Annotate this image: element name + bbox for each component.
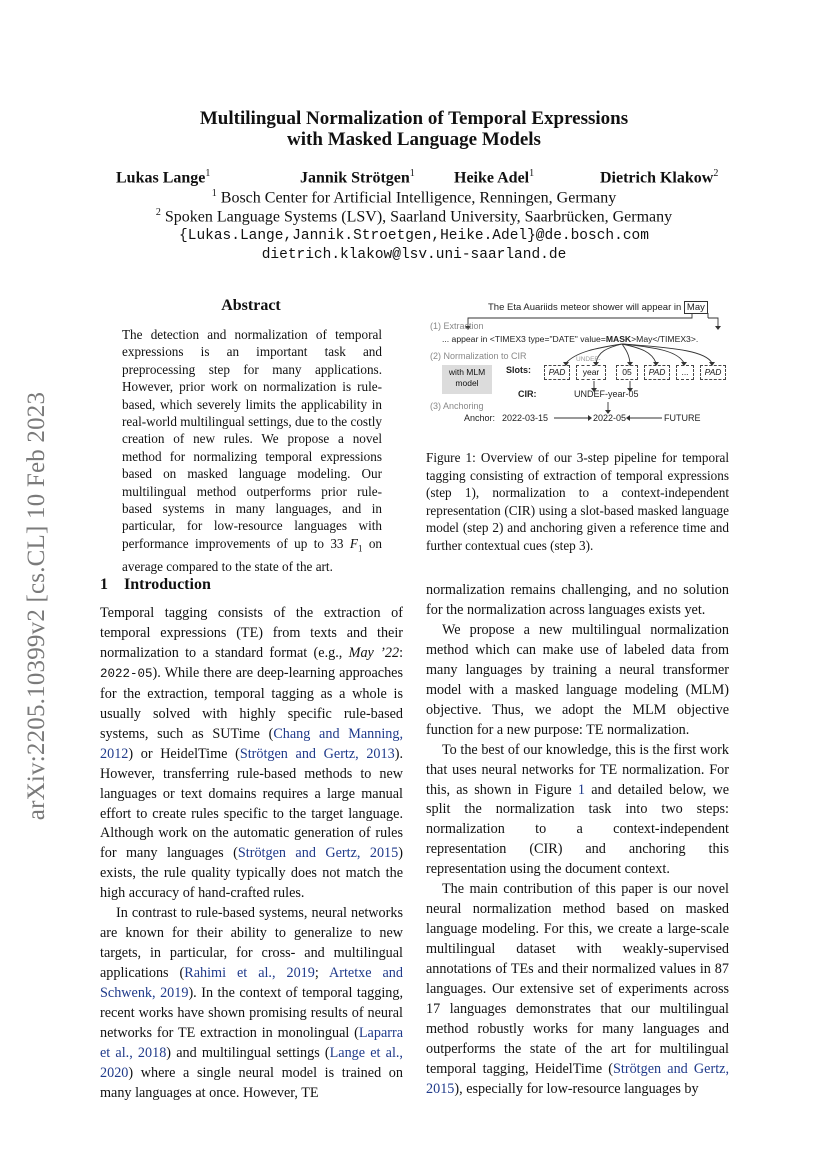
figure-slots-label: Slots: bbox=[506, 365, 532, 375]
figure-slot-3: 05 bbox=[616, 365, 638, 380]
abstract-text: The detection and normalization of temporal expressions is an important task and preprocessing step for many applications. However, prior work on normalization is rule-based, which severely limits the applicability in real-world multilingual settings, due to the costly creation of new rules. We propose a novel method for normalizing temporal expressions based on masked language modeling. Our multilingual method outperforms prior rule-based systems in many languages, and in particular, for low-resource languages with performance improvements of up to 33 $F_1$ on average compared to the state of the art. bbox=[122, 327, 383, 574]
figure-sentence: The Eta Auariids meteor shower will appear in May bbox=[488, 302, 708, 313]
left-paragraph: Temporal tagging consists of the extraction of temporal expressions (TE) from texts and their normalization to a standard format (e.g., May ’22: 2022-05). While there are deep-learning approaches for the extraction, temporal tagging as a whole is usually solved with highly specific rule-based systems, such as SUTime (Chang and Manning, 2012) or HeidelTime (Strötgen and Gertz, 2013). However, transferring rule-based methods to new languages or text domains requires a large manual effort to create rules specific to the target language. Although work on the automatic generation of rules for many languages (Strötgen and Gertz, 2015) exists, the rule quality typically does not match the high accuracy of hand-crafted rules. bbox=[100, 605, 404, 902]
right-paragraph: To the best of our knowledge, this is the first work that uses neural networks for TE normalization. For this, as shown in Figure 1 and detailed below, we split the normalization task into two steps: normalization to a context-independent representation (CIR) and anchoring this representation using the document context. bbox=[426, 741, 729, 878]
figure-mlm-box: with MLM model bbox=[442, 365, 492, 394]
arxiv-identifier bbox=[12, 366, 62, 846]
affiliation-1: $^1$ Bosch Center for Artificial Intelligence, Renningen, Germany bbox=[211, 188, 617, 207]
left-paragraph: In contrast to rule-based systems, neural networks are known for their ability to generalize to new targets, in particular, for cross- and multilingual applications (Rahimi et al., 2019; Artetxe and Schwenk, 2019). In the context of temporal tagging, recent works have shown promising results of neural networks for TE extraction in monolingual (Laparra et al., 2018) and multilingual settings (Lange et al., 2020) where a single neural model is trained on many languages at once. However, TE bbox=[100, 905, 404, 1101]
figure-slot-4: PAD bbox=[644, 365, 670, 380]
abstract-heading: Abstract bbox=[221, 297, 281, 314]
figure-anchor-label: Anchor: bbox=[464, 413, 496, 423]
figure-slot-1: PAD bbox=[544, 365, 570, 380]
right-column bbox=[426, 581, 729, 1100]
right-paragraph: The main contribution of this paper is our novel neural normalization method based on masked language modeling. For this, we create a large-scale multilingual dataset with weakly-supervised annotations of TEs and their normalized values in 87 languages. Our extensive set of experiments across 17 languages demonstrates that our multilingual method robustly works for many languages and outperforms the state of the art for multilingual temporal tagging, HeidelTime (Strötgen and Gertz, 2015), especially for low-resource languages by bbox=[426, 881, 729, 1097]
figure-slot-5: ... bbox=[676, 365, 694, 380]
author-1: Lukas Lange$^1$ bbox=[116, 168, 211, 187]
figure-cir-label: CIR: bbox=[518, 389, 537, 399]
affiliation-2: $^2$ Spoken Language Systems (LSV), Saarland University, Saarbrücken, Germany bbox=[155, 207, 673, 226]
figure-1 bbox=[426, 296, 734, 436]
figure-result: 2022-05 bbox=[593, 413, 627, 423]
author-2: Jannik Strötgen$^1$ bbox=[300, 168, 415, 187]
figure-cir-value: UNDEF-year-05 bbox=[574, 389, 639, 399]
author-3: Heike Adel$^1$ bbox=[454, 168, 535, 187]
email-1: {Lukas.Lange,Jannik.Stroetgen,Heike.Adel}@de.bosch.com bbox=[179, 228, 649, 244]
figure-step-2: (2) Normalization to CIR bbox=[430, 351, 527, 361]
email-2: dietrich.klakow@lsv.uni-saarland.de bbox=[261, 247, 567, 263]
author-4: Dietrich Klakow$^2$ bbox=[600, 168, 719, 187]
figure-caption: Figure 1: Overview of our 3-step pipeline for temporal tagging consisting of extraction of temporal expressions (step 1), normalization to a context-independent representation (CIR) using a slot-based masked language model (step 2) and anchoring given a reference time and further contextual cues (step 3). bbox=[426, 450, 729, 553]
paper-title-line-2: with Masked Language Models bbox=[287, 129, 541, 150]
figure-highlight-may: May bbox=[684, 301, 708, 314]
figure-slot-2: year bbox=[576, 365, 606, 380]
figure-step-3: (3) Anchoring bbox=[430, 401, 484, 411]
figure-timex: ... appear in <TIMEX3 type="DATE" value=MASK>May</TIMEX3>. bbox=[442, 334, 699, 344]
right-paragraph: normalization remains challenging, and no solution for the normalization across languages exists yet. bbox=[426, 582, 729, 618]
figure-anchor-date: 2022-03-15 bbox=[502, 413, 549, 423]
arxiv-identifier-text: arXiv:2205.10399v2 [cs.CL] 10 Feb 2023 bbox=[23, 391, 50, 821]
figure-slot-6: PAD bbox=[700, 365, 726, 380]
section-heading: 1 Introduction bbox=[100, 576, 211, 593]
figure-undef-label: UNDEF- bbox=[576, 356, 601, 363]
left-column bbox=[100, 604, 403, 1104]
figure-step-1: (1) Extraction bbox=[430, 321, 484, 331]
right-paragraph: We propose a new multilingual normalization method which can make use of labeled data from many languages by training a neural transformer model with a masked language modeling (MLM) objective. Thus, we adopt the MLM objective function for a new purpose: TE normalization. bbox=[426, 621, 729, 738]
figure-future: FUTURE bbox=[664, 413, 701, 423]
paper-title-line-1: Multilingual Normalization of Temporal Expressions bbox=[199, 108, 629, 129]
author-list bbox=[104, 168, 738, 190]
